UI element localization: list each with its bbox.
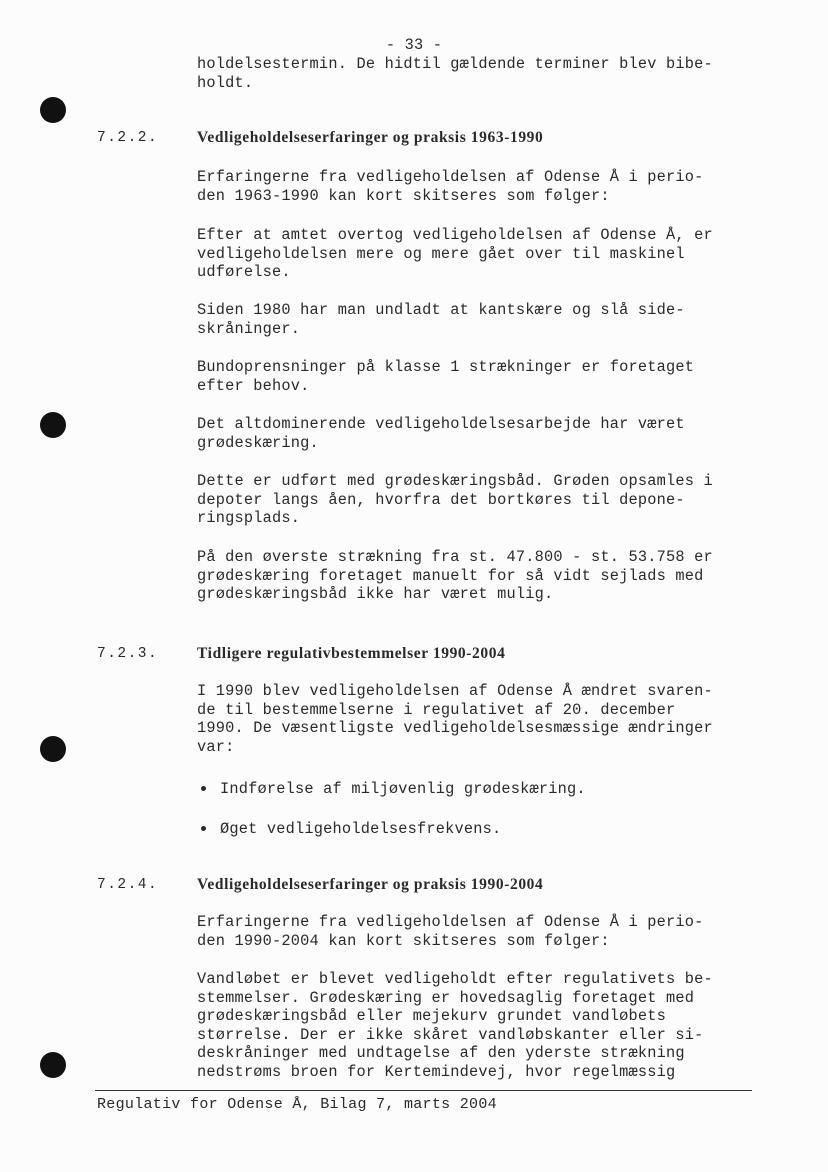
intro-paragraph: holdelsestermin. De hidtil gældende terminer blev bibe- holdt. — [197, 55, 713, 92]
punch-hole-1 — [40, 97, 66, 123]
paragraph: Efter at amtet overtog vedligeholdelsen af Odense Å, er vedligeholdelsen mere og mere gået over til maskinel udførelse. — [197, 226, 713, 281]
paragraph: Bundoprensninger på klasse 1 strækninger er foretaget efter behov. — [197, 358, 695, 395]
punch-hole-2 — [40, 412, 66, 438]
paragraph: I 1990 blev vedligeholdelsen af Odense Å ændret svaren- de til bestemmelserne i regulativet af 20. december 1990. De væsentligste vedligeholdelsesmæssige ændringer var: — [197, 682, 713, 756]
bullet-text: Indførelse af miljøvenlig grødeskæring. — [220, 780, 586, 798]
footer-rule — [95, 1090, 752, 1091]
paragraph: Vandløbet er blevet vedligeholdt efter regulativets be- stemmelser. Grødeskæring er hovedsaglig foretaget med grødeskæringsbåd eller mejekurv grundet vandløbets størrelse. Der er ikke skåret vandløbskanter eller si- deskråninger med undtagelse af den yderste strækning nedstrøms broen for Kertemindevej, hvor regelmæssig — [197, 970, 713, 1081]
bullet-text: Øget vedligeholdelsesfrekvens. — [220, 820, 502, 838]
paragraph: Det altdominerende vedligeholdelsesarbejde har været grødeskæring. — [197, 415, 685, 452]
punch-hole-3 — [40, 736, 66, 762]
bullet-item — [197, 820, 757, 839]
punch-hole-4 — [40, 1052, 66, 1078]
bullet-icon — [201, 826, 206, 831]
paragraph: Dette er udført med grødeskæringsbåd. Grøden opsamles i depoter langs åen, hvorfra det bortkøres til depone- ringsplads. — [197, 472, 713, 527]
paragraph: Siden 1980 har man undladt at kantskære og slå side- skråninger. — [197, 301, 685, 338]
section-heading: Vedligeholdelseserfaringer og praksis 1963-1990 — [197, 129, 544, 146]
bullet-item — [197, 780, 757, 799]
bullet-icon — [201, 786, 206, 791]
paragraph: Erfaringerne fra vedligeholdelsen af Odense Å i perio- den 1990-2004 kan kort skitseres som følger: — [197, 913, 704, 950]
page-number: - 33 - — [385, 36, 443, 54]
footer-text: Regulativ for Odense Å, Bilag 7, marts 2004 — [97, 1096, 497, 1113]
paragraph: Erfaringerne fra vedligeholdelsen af Odense Å i perio- den 1963-1990 kan kort skitseres som følger: — [197, 168, 704, 205]
paragraph: På den øverste strækning fra st. 47.800 - st. 53.758 er grødeskæring foretaget manuelt for så vidt sejlads med grødeskæringsbåd ikke har været mulig. — [197, 548, 713, 603]
section-heading: Vedligeholdelseserfaringer og praksis 1990-2004 — [197, 876, 544, 893]
section-number: 7.2.2. — [97, 130, 159, 146]
section-heading: Tidligere regulativbestemmelser 1990-2004 — [197, 645, 506, 662]
section-number: 7.2.4. — [97, 877, 159, 893]
section-number: 7.2.3. — [97, 646, 159, 662]
